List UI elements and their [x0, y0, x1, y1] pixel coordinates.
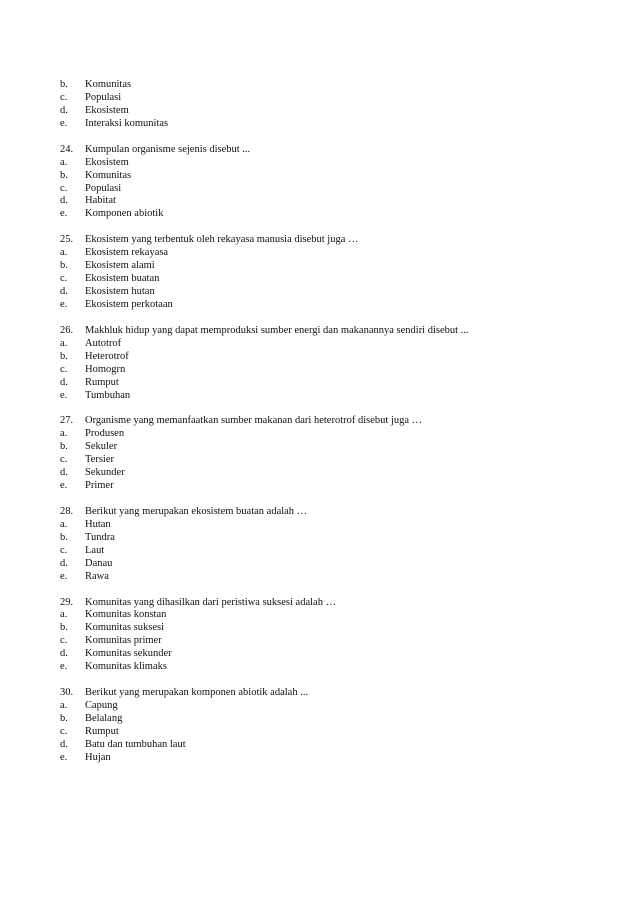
option-text: Komunitas — [85, 79, 132, 90]
answer-option — [60, 170, 580, 183]
option-text: Danau — [85, 557, 113, 569]
question-block — [60, 597, 580, 675]
answer-option — [60, 247, 580, 260]
answer-option — [60, 700, 580, 713]
question-row — [60, 506, 580, 519]
option-label: b. — [60, 622, 68, 634]
answer-option — [60, 713, 580, 726]
question-number: 25. — [60, 234, 74, 246]
option-label: e. — [60, 751, 68, 763]
answer-option — [60, 648, 580, 661]
option-label: d. — [60, 557, 68, 569]
option-label: b. — [60, 169, 68, 181]
option-label: a. — [60, 700, 68, 711]
option-label: a. — [60, 156, 68, 168]
option-text: Primer — [85, 480, 114, 492]
question-block — [60, 325, 580, 403]
answer-option — [60, 79, 580, 92]
answer-option — [60, 428, 580, 441]
option-label: b. — [60, 712, 68, 724]
option-label: e. — [60, 208, 68, 220]
question-text: Makhluk hidup yang dapat memproduksi sumber energi dan makanannya sendiri disebut ... — [85, 324, 469, 336]
question-text: Ekosistem yang terbentuk oleh rekayasa manusia disebut juga … — [85, 234, 359, 246]
option-text: Ekosistem — [85, 104, 129, 116]
answer-option — [60, 454, 580, 467]
question-text: Organisme yang memanfaatkan sumber makanan dari heterotrof disebut juga … — [85, 415, 423, 427]
answer-option — [60, 260, 580, 273]
option-text: Ekosistem alami — [85, 260, 155, 272]
option-text: Batu dan tumbuhan laut — [85, 738, 186, 750]
answer-option — [60, 364, 580, 377]
option-label: c. — [60, 544, 68, 556]
question-row — [60, 144, 580, 157]
answer-option — [60, 105, 580, 118]
option-text: Ekosistem perkotaan — [85, 298, 173, 310]
option-label: c. — [60, 454, 68, 466]
answer-option — [60, 286, 580, 299]
question-row — [60, 415, 580, 428]
question-block — [60, 687, 580, 765]
option-text: Hujan — [85, 751, 111, 763]
option-text: Populasi — [85, 182, 122, 194]
option-text: Ekosistem buatan — [85, 273, 160, 285]
answer-option — [60, 208, 580, 221]
option-text: Komponen abiotik — [85, 208, 164, 220]
option-text: Produsen — [85, 428, 125, 440]
answer-option — [60, 558, 580, 571]
option-text: Homogrn — [85, 363, 126, 375]
answer-option — [60, 467, 580, 480]
option-label: c. — [60, 725, 68, 737]
option-label: d. — [60, 467, 68, 479]
option-label: a. — [60, 247, 68, 259]
question-row — [60, 597, 580, 610]
option-label: e. — [60, 389, 68, 401]
question-number: 27. — [60, 415, 74, 427]
option-text: Rumput — [85, 725, 119, 737]
option-text: Tumbuhan — [85, 389, 131, 401]
question-number: 29. — [60, 596, 74, 608]
answer-option — [60, 157, 580, 170]
answer-option — [60, 351, 580, 364]
option-text: Rumput — [85, 376, 119, 388]
option-text: Komunitas suksesi — [85, 622, 165, 634]
question-text: Berikut yang merupakan komponen abiotik adalah ... — [85, 687, 309, 699]
option-text: Hutan — [85, 518, 111, 530]
option-label: d. — [60, 286, 68, 297]
option-text: Komunitas konstan — [85, 609, 167, 621]
option-text: Ekosistem — [85, 156, 129, 168]
option-label: a. — [60, 609, 68, 621]
answer-option — [60, 377, 580, 390]
option-label: d. — [60, 738, 68, 750]
answer-option — [60, 92, 580, 105]
option-label: c. — [60, 91, 68, 103]
option-label: b. — [60, 531, 68, 543]
option-text: Habitat — [85, 195, 116, 207]
answer-option — [60, 532, 580, 545]
question-block — [60, 144, 580, 222]
answer-option — [60, 441, 580, 454]
answer-option — [60, 118, 580, 131]
question-row — [60, 325, 580, 338]
answer-option — [60, 273, 580, 286]
option-label: c. — [60, 363, 68, 375]
option-label: c. — [60, 635, 68, 647]
question-number: 30. — [60, 687, 74, 699]
question-block — [60, 415, 580, 493]
answer-option — [60, 622, 580, 635]
question-block — [60, 234, 580, 312]
question-text: Komunitas yang dihasilkan dari peristiwa suksesi adalah … — [85, 596, 337, 608]
option-text: Komunitas — [85, 169, 132, 181]
question-row — [60, 234, 580, 247]
option-text: Capung — [85, 700, 118, 711]
option-text: Populasi — [85, 91, 122, 103]
question-block — [60, 79, 580, 131]
option-label: b. — [60, 441, 68, 453]
option-text: Tersier — [85, 454, 114, 466]
answer-option — [60, 519, 580, 532]
question-number: 28. — [60, 505, 74, 517]
option-label: d. — [60, 648, 68, 660]
answer-option — [60, 338, 580, 351]
option-text: Sekuler — [85, 441, 118, 453]
option-text: Tundra — [85, 531, 115, 543]
document-page — [60, 79, 580, 765]
option-text: Belalang — [85, 712, 123, 724]
option-text: Autotrof — [85, 337, 122, 349]
question-row — [60, 687, 580, 700]
option-text: Ekosistem hutan — [85, 286, 155, 297]
option-label: b. — [60, 350, 68, 362]
option-label: a. — [60, 428, 68, 440]
option-text: Interaksi komunitas — [85, 117, 169, 129]
option-label: e. — [60, 480, 68, 492]
answer-option — [60, 390, 580, 403]
option-text: Komunitas primer — [85, 635, 162, 647]
option-text: Sekunder — [85, 467, 125, 479]
question-block — [60, 506, 580, 584]
option-label: a. — [60, 518, 68, 530]
answer-option — [60, 752, 580, 765]
question-number: 26. — [60, 324, 74, 336]
option-text: Rawa — [85, 570, 109, 582]
answer-option — [60, 739, 580, 752]
answer-option — [60, 195, 580, 208]
option-text: Ekosistem rekayasa — [85, 247, 169, 259]
option-label: d. — [60, 104, 68, 116]
answer-option — [60, 726, 580, 739]
question-text: Kumpulan organisme sejenis disebut ... — [85, 143, 251, 155]
option-label: e. — [60, 570, 68, 582]
option-label: d. — [60, 376, 68, 388]
question-text: Berikut yang merupakan ekosistem buatan adalah … — [85, 505, 308, 517]
question-number: 24. — [60, 143, 74, 155]
answer-option — [60, 609, 580, 622]
option-label: e. — [60, 298, 68, 310]
option-label: c. — [60, 273, 68, 285]
answer-option — [60, 661, 580, 674]
option-text: Heterotrof — [85, 350, 129, 362]
answer-option — [60, 545, 580, 558]
answer-option — [60, 299, 580, 312]
answer-option — [60, 480, 580, 493]
option-label: e. — [60, 117, 68, 129]
answer-option — [60, 571, 580, 584]
option-label: a. — [60, 337, 68, 349]
option-label: d. — [60, 195, 68, 207]
answer-option — [60, 183, 580, 196]
option-label: c. — [60, 182, 68, 194]
answer-option — [60, 635, 580, 648]
option-text: Laut — [85, 544, 105, 556]
option-text: Komunitas klimaks — [85, 661, 167, 673]
option-label: e. — [60, 661, 68, 673]
option-label: b. — [60, 79, 68, 90]
option-text: Komunitas sekunder — [85, 648, 172, 660]
option-label: b. — [60, 260, 68, 272]
